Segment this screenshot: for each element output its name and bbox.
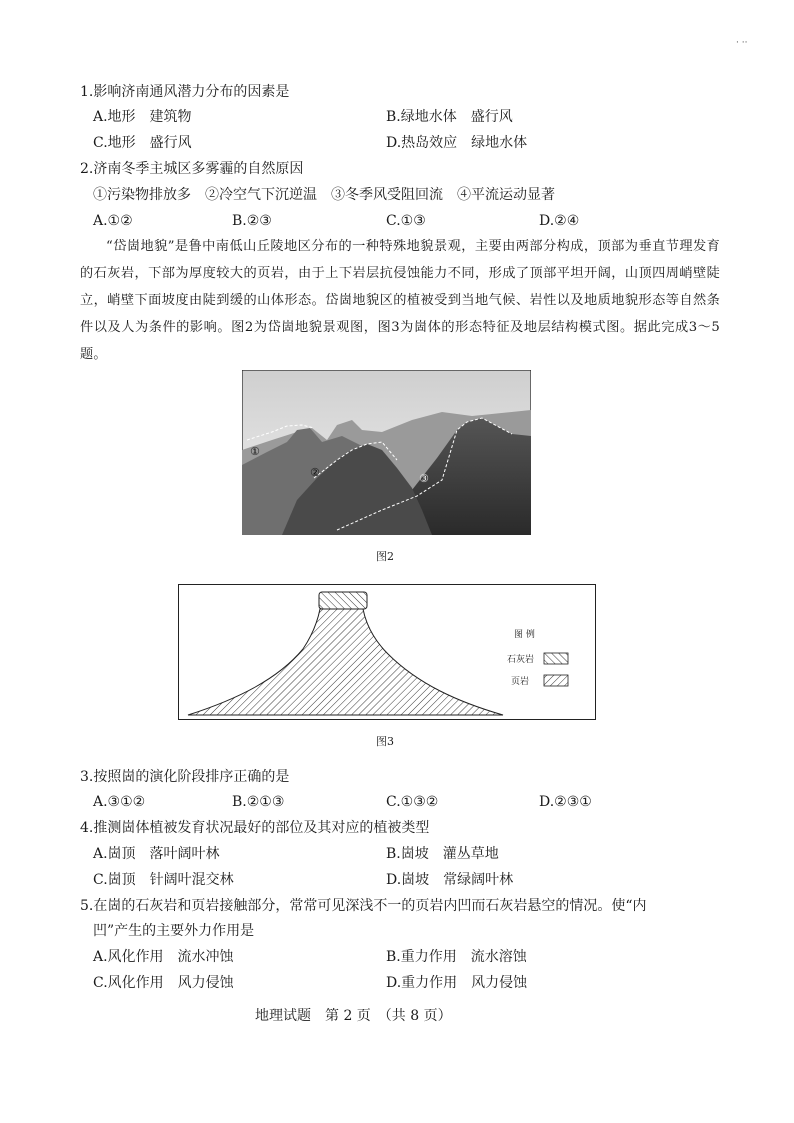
q2-option-d: D.②④: [539, 213, 580, 229]
figure2-caption: 图2: [376, 550, 394, 563]
legend-swatch-limestone: [544, 653, 568, 664]
q5-stem-line2: 凹”产生的主要外力作用是: [93, 923, 255, 939]
figure2-marker-3: ③: [419, 472, 429, 485]
passage: “岱崮地貌”是鲁中南低山丘陵地区分布的一种特殊地貌景观，主要由两部分构成，顶部为垂直节理发育的石灰岩，下部为厚度较大的页岩，由于上下岩层抗侵蚀能力不同，形成了顶部平坦开阔，山顶四周峭壁陡立，峭壁下面坡度由陡到缓的山体形态。岱崮地貌区的植被受到当地气候、岩性以及地质地貌形态等自然条件以及人为条件的影响。图2为岱崮地貌景观图，图3为崮体的形态特征及地层结构模式图。据此完成3～5题。: [80, 239, 720, 362]
q2-option-b: B.②③: [232, 213, 272, 229]
q3-stem: 3.按照崮的演化阶段排序正确的是: [80, 769, 290, 785]
figure2-landscape: [242, 370, 531, 535]
legend-title: 图 例: [514, 630, 535, 640]
q2-statements: ①污染物排放多 ②冷空气下沉逆温 ③冬季风受阻回流 ④平流运动显著: [93, 187, 555, 203]
q3-option-c: C.①③②: [386, 794, 439, 810]
q3-option-a: A.③①②: [93, 794, 146, 810]
q1-option-b: B.绿地水体 盛行风: [386, 109, 513, 125]
q2-option-a: A.①②: [93, 213, 133, 229]
q1-option-a: A.地形 建筑物: [93, 109, 192, 125]
q1-option-d: D.热岛效应 绿地水体: [386, 135, 528, 151]
q2-stem: 2.济南冬季主城区多雾霾的自然原因: [80, 161, 304, 177]
page-footer: 地理试题 第 2 页 （共 8 页）: [255, 1008, 452, 1024]
figure2-marker-1: ①: [250, 445, 260, 458]
figure3-caption: 图3: [376, 735, 394, 748]
q5-stem-line1: 5.在崮的石灰岩和页岩接触部分，常常可见深浅不一的页岩内凹而石灰岩悬空的情况。使“内: [80, 898, 647, 914]
q1-option-c: C.地形 盛行风: [93, 135, 192, 151]
q4-option-c: C.崮顶 针阔叶混交林: [93, 872, 234, 888]
q4-stem: 4.推测崮体植被发育状况最好的部位及其对应的植被类型: [80, 820, 430, 836]
q4-option-a: A.崮顶 落叶阔叶林: [93, 846, 220, 862]
corner-mark: · ··: [736, 38, 748, 48]
q5-option-b: B.重力作用 流水溶蚀: [386, 949, 527, 965]
q5-option-d: D.重力作用 风力侵蚀: [386, 975, 528, 991]
legend-label-shale: 页岩: [511, 677, 530, 687]
q5-option-a: A.风化作用 流水冲蚀: [93, 949, 234, 965]
q4-option-b: B.崮坡 灌丛草地: [386, 846, 499, 862]
q1-stem: 1.影响济南通风潜力分布的因素是: [80, 84, 290, 100]
figure2-photo: [242, 370, 531, 535]
q5-option-c: C.风化作用 风力侵蚀: [93, 975, 234, 991]
q2-option-c: C.①③: [386, 213, 426, 229]
q3-option-b: B.②①③: [232, 794, 285, 810]
q3-option-d: D.②③①: [539, 794, 592, 810]
q4-option-d: D.崮坡 常绿阔叶林: [386, 872, 514, 888]
legend-swatch-shale: [544, 675, 568, 686]
figure3-diagram: [178, 584, 596, 720]
legend-label-limestone: 石灰岩: [507, 655, 535, 665]
figure3-cross-section: [178, 584, 596, 720]
figure2-marker-2: ②: [310, 466, 320, 479]
